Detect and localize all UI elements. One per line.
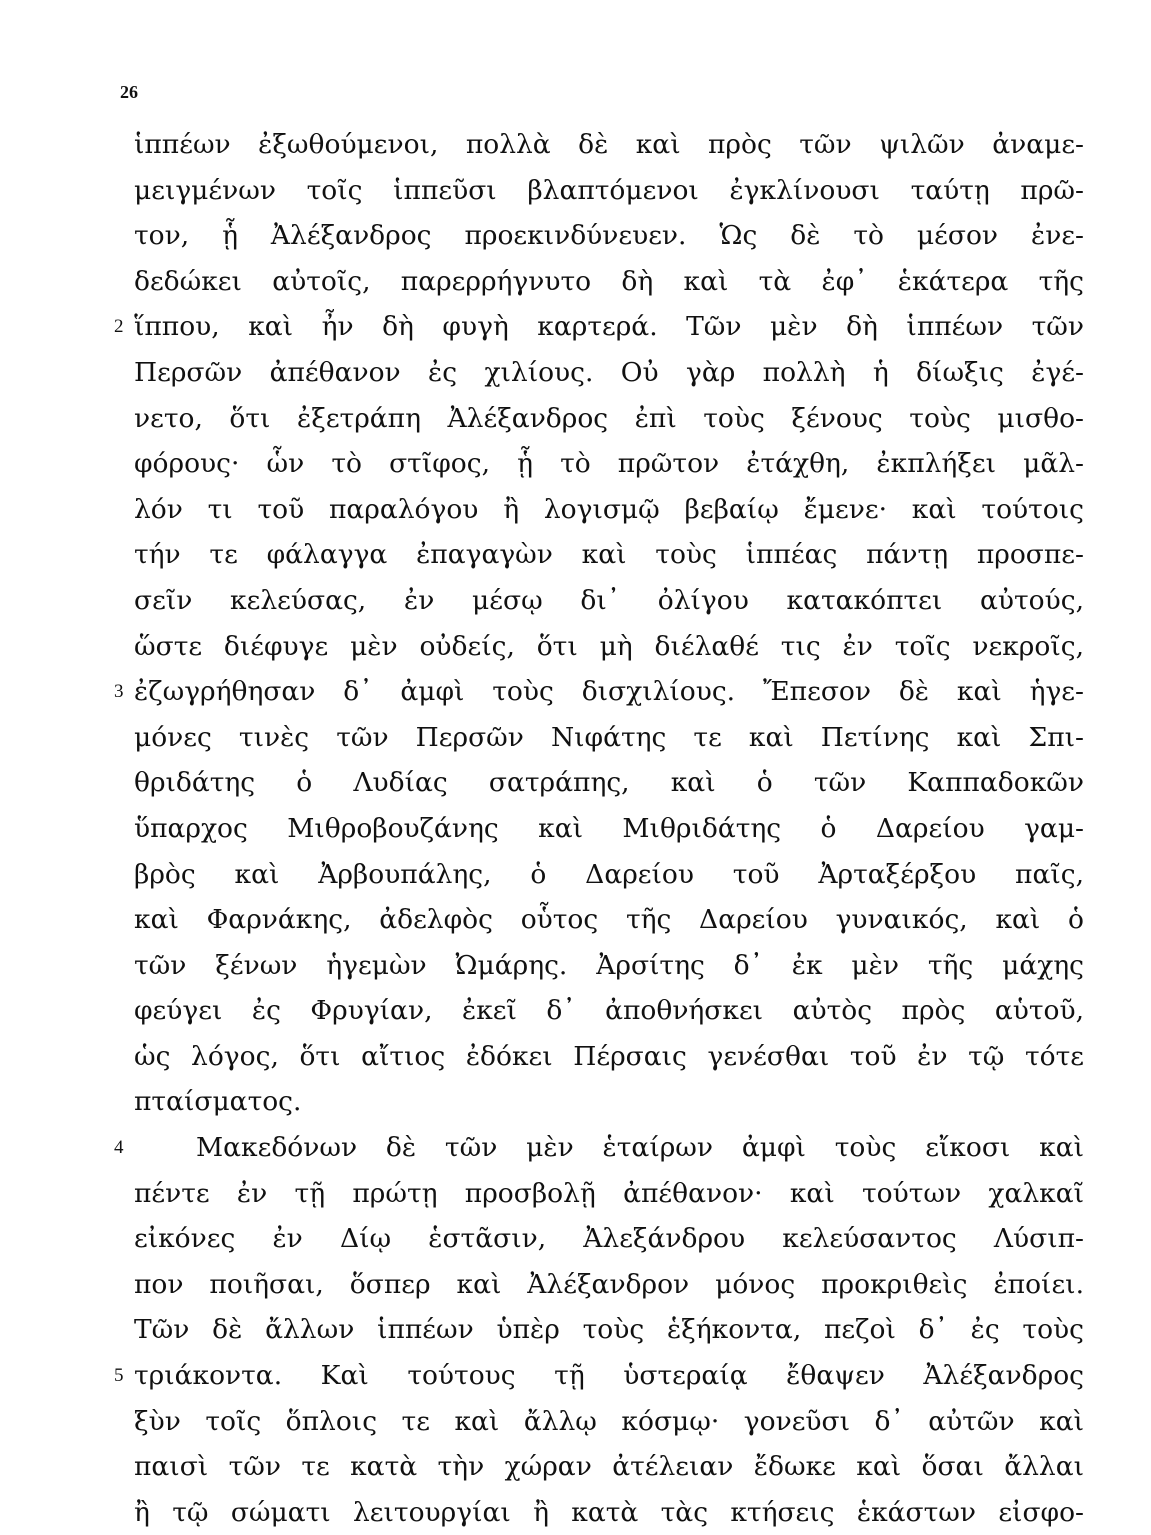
page-number: 26 xyxy=(120,82,138,102)
text-line xyxy=(134,578,1084,624)
line-text: ἢ τῷ σώματι λειτουργίαι ἢ κατὰ τὰς κτήσεις ἑκάστων εἰσφο- xyxy=(134,1496,1084,1528)
text-line xyxy=(114,1125,1084,1171)
text-line xyxy=(134,259,1084,305)
line-text: σεῖν κελεύσας, ἐν μέσῳ δι᾽ ὀλίγου κατακόπτει αὐτούς, xyxy=(134,584,1084,616)
text-line xyxy=(134,988,1084,1034)
line-text: εἰκόνες ἐν Δίῳ ἑστᾶσιν, Ἀλεξάνδρου κελεύσαντος Λύσιπ- xyxy=(134,1223,1084,1255)
text-line xyxy=(134,122,1084,168)
section-number: 4 xyxy=(114,1137,124,1159)
text-line xyxy=(134,852,1084,898)
section-number: 2 xyxy=(114,316,124,338)
line-text: ὡς λόγος, ὅτι αἴτιος ἐδόκει Πέρσαις γενέσθαι τοῦ ἐν τῷ τότε xyxy=(134,1040,1084,1072)
text-line xyxy=(134,1262,1084,1308)
text-line xyxy=(134,441,1084,487)
line-text: ἱππέων ἐξωθούμενοι, πολλὰ δὲ καὶ πρὸς τῶν ψιλῶν ἀναμε- xyxy=(134,129,1084,160)
line-text: Τῶν δὲ ἄλλων ἱππέων ὑπὲρ τοὺς ἑξήκοντα, πεζοὶ δ᾽ ἐς τοὺς xyxy=(134,1314,1084,1346)
line-text: λόν τι τοῦ παραλόγου ἢ λογισμῷ βεβαίῳ ἔμενε· καὶ τούτοις xyxy=(134,493,1084,525)
text-line xyxy=(134,350,1084,396)
text-line xyxy=(134,487,1084,533)
text-line xyxy=(134,806,1084,852)
line-text: ξὺν τοῖς ὅπλοις τε καὶ ἄλλῳ κόσμῳ· γονεῦσι δ᾽ αὐτῶν καὶ xyxy=(134,1405,1084,1437)
line-text: ὥστε διέφυγε μὲν οὐδείς, ὅτι μὴ διέλαθέ τις ἐν τοῖς νεκροῖς, xyxy=(134,630,1084,662)
text-line xyxy=(114,1353,1084,1399)
line-text: τριάκοντα. Καὶ τούτους τῇ ὑστεραίᾳ ἔθαψεν Ἀλέξανδρος xyxy=(134,1360,1084,1392)
line-text: τον, ᾗ Ἀλέξανδρος προεκινδύνευεν. Ὡς δὲ τὸ μέσον ἐνε- xyxy=(134,220,1084,252)
body-text xyxy=(114,122,1084,1535)
line-text: ἵππου, καὶ ἦν δὴ φυγὴ καρτερά. Τῶν μὲν δὴ ἱππέων τῶν xyxy=(134,311,1084,343)
line-text: φόρους· ὧν τὸ στῖφος, ᾗ τὸ πρῶτον ἐτάχθη, ἐκπλήξει μᾶλ- xyxy=(134,448,1084,480)
line-text: πταίσματος. xyxy=(134,1086,302,1118)
line-text: τῶν ξένων ἡγεμὼν Ὠμάρης. Ἀρσίτης δ᾽ ἐκ μὲν τῆς μάχης xyxy=(134,949,1084,981)
line-text: φεύγει ἐς Φρυγίαν, ἐκεῖ δ᾽ ἀποθνήσκει αὐτὸς πρὸς αὑτοῦ, xyxy=(134,995,1084,1027)
text-line xyxy=(134,624,1084,670)
text-line xyxy=(134,1171,1084,1217)
text-line xyxy=(134,396,1084,442)
text-line xyxy=(114,304,1084,350)
text-line xyxy=(134,715,1084,761)
line-text: πον ποιῆσαι, ὅσπερ καὶ Ἀλέξανδρον μόνος προκριθεὶς ἐποίει. xyxy=(134,1268,1084,1300)
line-text: μειγμένων τοῖς ἱππεῦσι βλαπτόμενοι ἐγκλίνουσι ταύτῃ πρῶ- xyxy=(134,174,1084,206)
line-text: νετο, ὅτι ἐξετράπη Ἀλέξανδρος ἐπὶ τοὺς ξένους τοὺς μισθο- xyxy=(134,402,1084,434)
line-text: πέντε ἐν τῇ πρώτῃ προσβολῇ ἀπέθανον· καὶ τούτων χαλκαῖ xyxy=(134,1177,1084,1209)
text-line xyxy=(134,1444,1084,1490)
text-line xyxy=(134,1490,1084,1535)
text-line xyxy=(134,943,1084,989)
text-line xyxy=(134,1399,1084,1445)
line-text: δεδώκει αὐτοῖς, παρερρήγνυτο δὴ καὶ τὰ ἐφ᾽ ἑκάτερα τῆς xyxy=(134,265,1084,297)
line-text: μόνες τινὲς τῶν Περσῶν Νιφάτης τε καὶ Πετίνης καὶ Σπι- xyxy=(134,721,1084,753)
section-number: 5 xyxy=(114,1365,124,1387)
text-line xyxy=(134,1216,1084,1262)
line-text: βρὸς καὶ Ἀρβουπάλης, ὁ Δαρείου τοῦ Ἀρταξέρξου παῖς, xyxy=(134,858,1084,890)
text-line xyxy=(114,669,1084,715)
line-text: ἐζωγρήθησαν δ᾽ ἀμφὶ τοὺς δισχιλίους. Ἔπεσον δὲ καὶ ἡγε- xyxy=(134,676,1084,708)
text-line xyxy=(134,213,1084,259)
text-line xyxy=(134,168,1084,214)
line-text: ὕπαρχος Μιθροβουζάνης καὶ Μιθριδάτης ὁ Δαρείου γαμ- xyxy=(134,812,1084,844)
section-number: 3 xyxy=(114,681,124,703)
text-line xyxy=(134,532,1084,578)
line-text: θριδάτης ὁ Λυδίας σατράπης, καὶ ὁ τῶν Καππαδοκῶν xyxy=(134,767,1084,799)
text-line xyxy=(134,1034,1084,1080)
text-line xyxy=(134,1079,1084,1125)
line-text: καὶ Φαρνάκης, ἀδελφὸς οὗτος τῆς Δαρείου γυναικός, καὶ ὁ xyxy=(134,904,1084,936)
text-line xyxy=(134,760,1084,806)
text-line xyxy=(134,897,1084,943)
text-line xyxy=(134,1307,1084,1353)
line-text: παισὶ τῶν τε κατὰ τὴν χώραν ἀτέλειαν ἔδωκε καὶ ὅσαι ἄλλαι xyxy=(134,1451,1084,1483)
line-text: τήν τε φάλαγγα ἐπαγαγὼν καὶ τοὺς ἱππέας πάντῃ προσπε- xyxy=(134,539,1084,571)
line-text: Περσῶν ἀπέθανον ἐς χιλίους. Οὐ γὰρ πολλὴ ἡ δίωξις ἐγέ- xyxy=(134,356,1084,388)
line-text: Μακεδόνων δὲ τῶν μὲν ἑταίρων ἀμφὶ τοὺς εἴκοσι καὶ xyxy=(196,1132,1084,1164)
